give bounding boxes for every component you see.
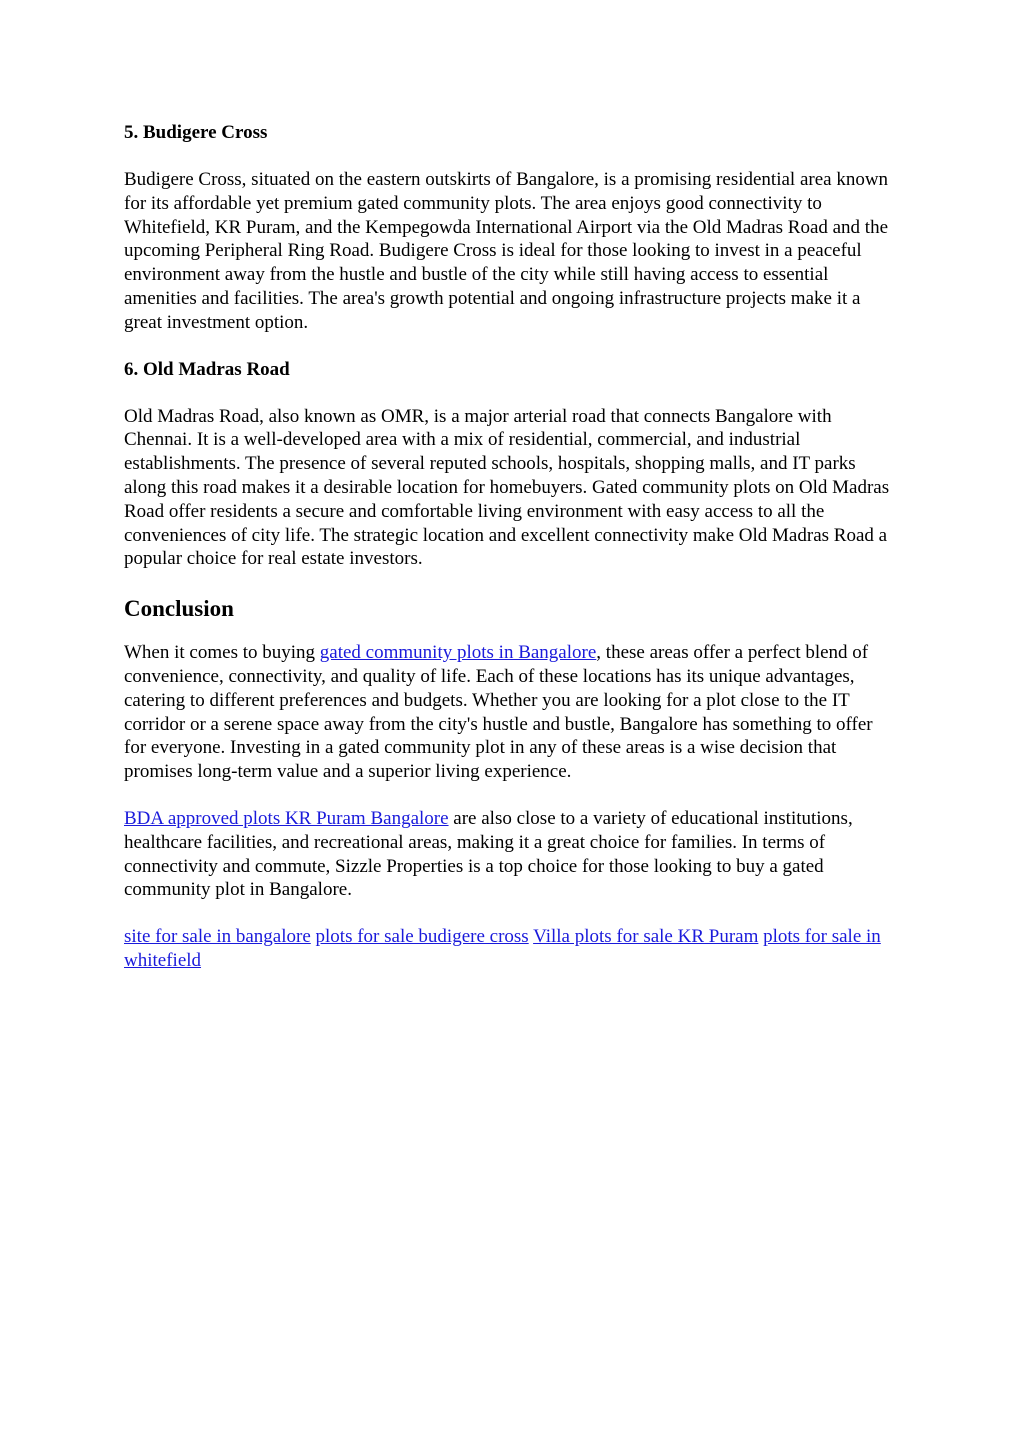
conclusion-p1-intro: When it comes to buying xyxy=(124,642,320,664)
section-heading-budigere-cross: 5. Budigere Cross xyxy=(124,122,268,143)
plots-budigere-link[interactable]: plots for sale budigere cross xyxy=(315,926,529,948)
conclusion-heading: Conclusion xyxy=(124,596,234,622)
plots-whitefield-link[interactable]: plots for sale in whitefield xyxy=(124,926,881,971)
conclusion-p2-rest: are also close to a variety of educational institutions, healthcare facilities, and recreational areas, making it a great choice for families. In terms of connectivity and commute, Sizzle Properties is a top choice for those looking to buy a gated community plot in Bangalore. xyxy=(124,807,853,901)
conclusion-paragraph-1 xyxy=(124,641,896,784)
footer-links xyxy=(124,925,896,973)
section-body-old-madras-road: Old Madras Road, also known as OMR, is a major arterial road that connects Bangalore with Chennai. It is a well-developed area with a mix of residential, commercial, and industrial establishments. The presence of several reputed schools, hospitals, shopping malls, and IT parks along this road makes it a desirable location for homebuyers. Gated community plots on Old Madras Road offer residents a secure and comfortable living environment with easy access to all the conveniences of city life. The strategic location and excellent connectivity make Old Madras Road a popular choice for real estate investors. xyxy=(124,405,890,570)
section-body-budigere-cross: Budigere Cross, situated on the eastern outskirts of Bangalore, is a promising residential area known for its affordable yet premium gated community plots. The area enjoys good connectivity to Whitefield, KR Puram, and the Kempegowda International Airport via the Old Madras Road and the upcoming Peripheral Ring Road. Budigere Cross is ideal for those looking to invest in a peaceful environment away from the hustle and bustle of the city while still having access to essential amenities and facilities. The area's growth potential and ongoing infrastructure projects make it a great investment option. xyxy=(124,169,889,333)
conclusion-paragraph-2 xyxy=(124,807,896,902)
bda-approved-plots-link[interactable]: BDA approved plots KR Puram Bangalore xyxy=(124,807,449,829)
villa-plots-kr-puram-link[interactable]: Villa plots for sale KR Puram xyxy=(533,926,759,948)
site-for-sale-link[interactable]: site for sale in bangalore xyxy=(124,926,311,948)
document-page xyxy=(124,121,896,996)
section-heading-old-madras-road: 6. Old Madras Road xyxy=(124,358,290,380)
gated-community-plots-link[interactable]: gated community plots in Bangalore xyxy=(319,642,597,664)
conclusion-p1-rest: , these areas offer a perfect blend of convenience, connectivity, and quality of life. Each of these locations has its unique advantages, catering to different preferences and budgets. Whether you are looking for a plot close to the IT corridor or a serene space away from the city's hustle and bustle, Bangalore has something to offer for everyone. Investing in a gated community plot in any of these areas is a wise decision that promises long-term value and a superior living experience. xyxy=(124,642,873,783)
